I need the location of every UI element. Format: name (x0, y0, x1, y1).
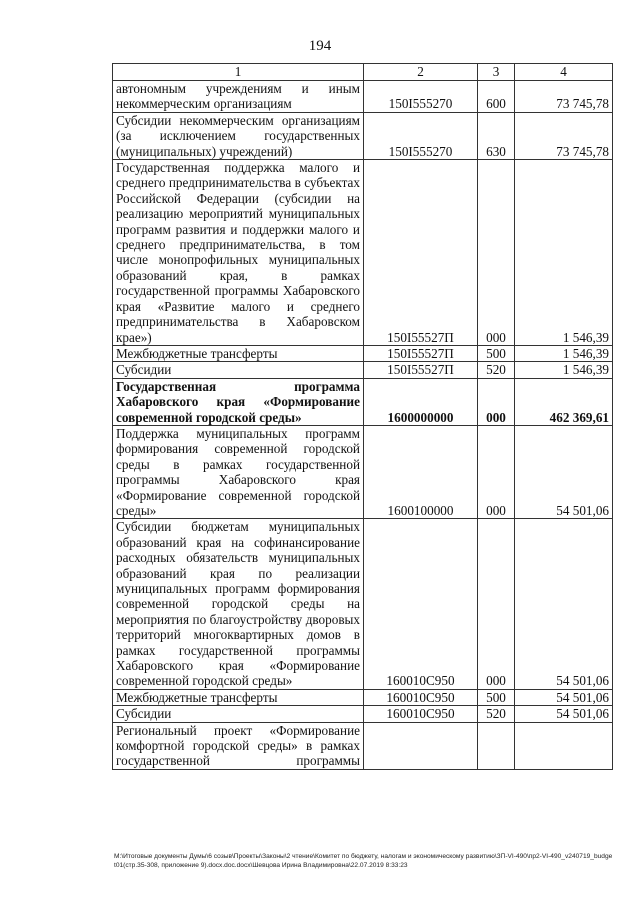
table-row (113, 425, 613, 518)
table-row (113, 362, 613, 378)
row-name: Государственная программа Хабаровского края «Формирование современной городской среды» (113, 378, 364, 425)
row-name: Региональный проект «Формирование комфортной городской среды» в рамках государственной программы (113, 722, 364, 769)
column-header-4: 4 (515, 64, 613, 81)
row-sum: 1 546,39 (515, 160, 613, 346)
table-row (113, 706, 613, 722)
row-type: 630 (478, 112, 515, 159)
row-type: 000 (478, 425, 515, 518)
row-name: Государственная поддержка малого и среднего предпринимательства в субъектах Российской Федерации (субсидии на реализацию мероприятий муниципальных программ развития и поддержки малого и среднего предпринимательства, в том числе монопрофильных муниципальных образований края, в рамках государственной программы Хабаровского края «Развитие малого и среднего предпринимательства в Хабаровском крае») (113, 160, 364, 346)
row-name: Субсидии (113, 362, 364, 378)
table-row (113, 345, 613, 361)
row-name: автономным учреждениям и иным некоммерческим организациям (113, 81, 364, 113)
table-row (113, 81, 613, 113)
row-type: 500 (478, 689, 515, 705)
row-code: 150I55527П (364, 160, 478, 346)
row-sum: 54 501,06 (515, 425, 613, 518)
row-code: 1600100000 (364, 425, 478, 518)
column-header-1: 1 (113, 64, 364, 81)
column-header-3: 3 (478, 64, 515, 81)
row-code: 160010C950 (364, 519, 478, 689)
row-type: 500 (478, 345, 515, 361)
row-sum: 462 369,61 (515, 378, 613, 425)
row-type (478, 722, 515, 769)
row-code: 150I55527П (364, 362, 478, 378)
row-code: 160010C950 (364, 689, 478, 705)
table-row (113, 160, 613, 346)
row-sum: 1 546,39 (515, 362, 613, 378)
row-type: 520 (478, 362, 515, 378)
row-type: 000 (478, 378, 515, 425)
row-type: 600 (478, 81, 515, 113)
row-name: Субсидии бюджетам муниципальных образований края на софинансирование расходных обязательств муниципальных образований края по реализации муниципальных программ формирования современной городской среды на мероприятия по благоустройству дворовых территорий многоквартирных домов в рамках государственной программы Хабаровского края «Формирование современной городской среды» (113, 519, 364, 689)
file-path-footer: M:\Итоговые документы Думы\6 созыв\Проекты\Законы\2 чтение\Комитет по бюджету, налогам и экономическому развитию\ЗП-VI-490\пр2-VI-490_v240719_budget01(стр.35-308, приложение 9).docx.doc.docx\Шевцова Ирина Владимировна\22.07.2019 8:33:23 (114, 853, 613, 869)
row-type: 000 (478, 519, 515, 689)
row-name: Субсидии некоммерческим организациям (за исключением государственных (муниципальных) учреждений) (113, 112, 364, 159)
row-sum: 54 501,06 (515, 689, 613, 705)
row-sum: 54 501,06 (515, 706, 613, 722)
row-type: 520 (478, 706, 515, 722)
row-sum: 73 745,78 (515, 112, 613, 159)
table-row (113, 112, 613, 159)
row-sum: 73 745,78 (515, 81, 613, 113)
header-row (113, 64, 613, 81)
row-sum (515, 722, 613, 769)
row-code: 160010C950 (364, 706, 478, 722)
row-code: 1600000000 (364, 378, 478, 425)
row-name: Субсидии (113, 706, 364, 722)
page-number: 194 (308, 38, 332, 54)
row-name: Межбюджетные трансферты (113, 689, 364, 705)
row-code (364, 722, 478, 769)
row-sum: 54 501,06 (515, 519, 613, 689)
row-code: 150I555270 (364, 112, 478, 159)
row-code: 150I555270 (364, 81, 478, 113)
row-name: Поддержка муниципальных программ формирования современной городской среды в рамках государственной программы Хабаровского края «Формирование современной городской среды» (113, 425, 364, 518)
row-code: 150I55527П (364, 345, 478, 361)
table-row (113, 519, 613, 689)
column-header-2: 2 (364, 64, 478, 81)
row-sum: 1 546,39 (515, 345, 613, 361)
budget-table (112, 63, 613, 770)
table-row-program (113, 378, 613, 425)
row-name: Межбюджетные трансферты (113, 345, 364, 361)
table-row (113, 722, 613, 769)
row-type: 000 (478, 160, 515, 346)
table-row (113, 689, 613, 705)
